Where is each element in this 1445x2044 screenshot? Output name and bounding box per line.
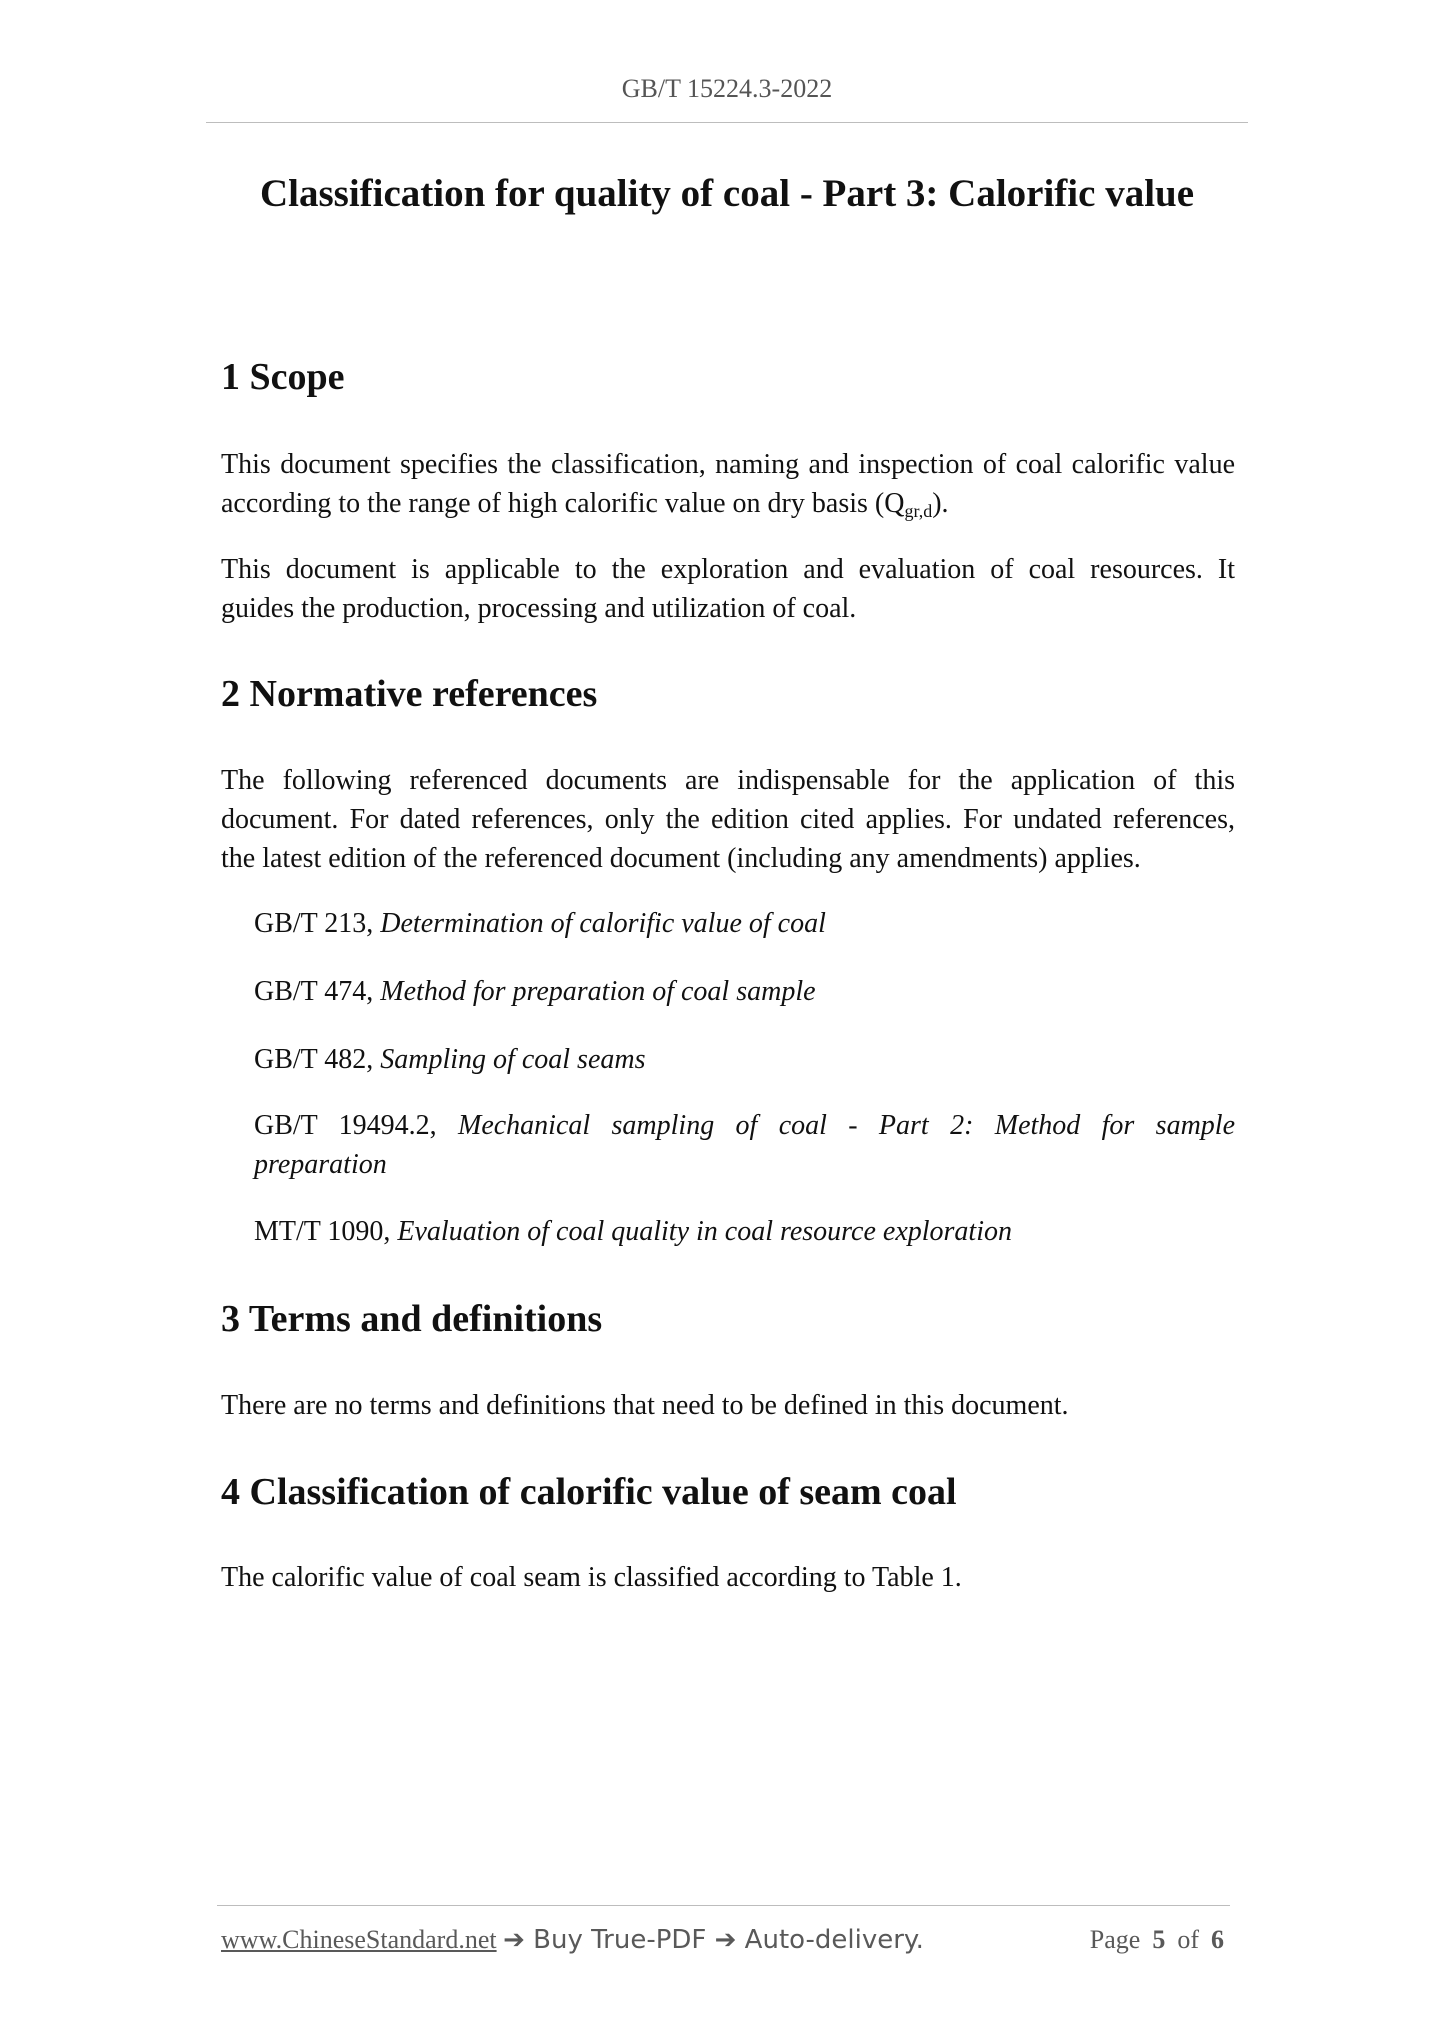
- text-line: This document specifies the classification, naming and inspection of coal calorific value: [221, 449, 1235, 480]
- classification-paragraph: [221, 1558, 1235, 1597]
- section-heading-classification: 4 Classification of calorific value of seam coal: [221, 1471, 957, 1513]
- reference-item: [254, 1106, 1235, 1184]
- normative-references-paragraph: [221, 761, 1235, 878]
- reference-title: Evaluation of coal quality in coal resource exploration: [397, 1216, 1012, 1247]
- footer-promo-text: ➔ Buy True-PDF ➔ Auto-delivery.: [503, 1925, 924, 1955]
- reference-code: GB/T 213,: [254, 908, 374, 939]
- text-line: [254, 904, 1235, 943]
- page-label: Page: [1089, 1925, 1141, 1954]
- reference-item: [254, 972, 1235, 1011]
- reference-title: Sampling of coal seams: [380, 1044, 646, 1075]
- reference-item: [254, 1040, 1235, 1079]
- reference-title: Method for preparation of coal sample: [380, 976, 816, 1007]
- text-line: guides the production, processing and utilization of coal.: [221, 593, 857, 624]
- text-line: [254, 1212, 1235, 1251]
- page-indicator: [1090, 1924, 1224, 1956]
- text-line: the latest edition of the referenced document (including any amendments) applies.: [221, 843, 1141, 874]
- header-standard-code: GB/T 15224.3-2022: [621, 74, 833, 103]
- text-line: This document is applicable to the exploration and evaluation of coal resources. It: [221, 554, 1235, 585]
- page-total: 6: [1211, 1925, 1224, 1954]
- text-line: [254, 1145, 1235, 1184]
- reference-item: [254, 904, 1235, 943]
- section-heading-normative-references: 2 Normative references: [221, 673, 598, 715]
- reference-code: GB/T 19494.2,: [254, 1110, 437, 1141]
- reference-code: GB/T 474,: [254, 976, 374, 1007]
- section-heading-scope: 1 Scope: [221, 356, 345, 398]
- page-of-label: of: [1177, 1925, 1199, 1954]
- reference-title: preparation: [254, 1149, 387, 1180]
- subscript-gr-d: gr,d: [904, 501, 933, 521]
- section-heading-terms-and-definitions: 3 Terms and definitions: [221, 1298, 603, 1340]
- text-line: [221, 484, 1235, 523]
- reference-title: Mechanical sampling of coal - Part 2: Method for sample: [458, 1110, 1235, 1141]
- reference-title: Determination of calorific value of coal: [380, 908, 826, 939]
- text-line: There are no terms and definitions that need to be defined in this document.: [221, 1390, 1069, 1421]
- text-line: The following referenced documents are indispensable for the application of this: [221, 765, 1235, 796]
- text-run: ).: [932, 488, 949, 519]
- document-title: Classification for quality of coal - Part 3: Calorific value: [259, 172, 1195, 215]
- text-line: The calorific value of coal seam is classified according to Table 1.: [221, 1562, 962, 1593]
- terms-paragraph: [221, 1386, 1235, 1425]
- reference-code: GB/T 482,: [254, 1044, 374, 1075]
- text-run: according to the range of high calorific value on dry basis (Q: [221, 488, 905, 519]
- text-line: [254, 1106, 1235, 1145]
- page-current: 5: [1152, 1925, 1166, 1954]
- reference-code: MT/T 1090,: [254, 1216, 391, 1247]
- scope-paragraph-1: [221, 445, 1235, 523]
- footer-divider: [217, 1905, 1230, 1906]
- text-line: [254, 1040, 1235, 1079]
- header-divider: [206, 122, 1248, 123]
- text-line: [254, 972, 1235, 1011]
- footer-left: [221, 1924, 924, 1956]
- scope-paragraph-2: [221, 550, 1235, 628]
- footer: [221, 1924, 1224, 1956]
- reference-item: [254, 1212, 1235, 1251]
- text-line: document. For dated references, only the edition cited applies. For undated references,: [221, 804, 1235, 835]
- chinesestandard-link[interactable]: www.ChineseStandard.net: [221, 1925, 497, 1954]
